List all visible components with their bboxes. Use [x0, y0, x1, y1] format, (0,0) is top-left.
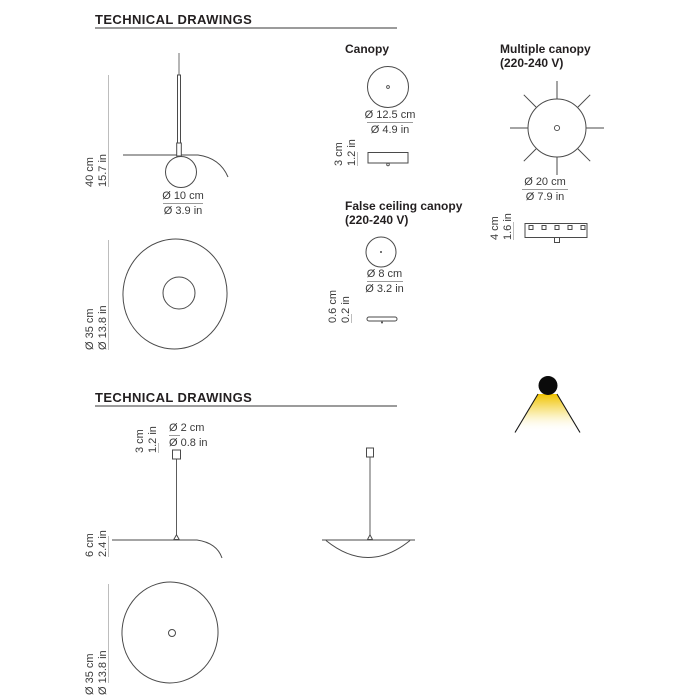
false-canopy-diameter-labels [357, 268, 412, 295]
s2-canopy-height-in-label: 1.2 in [147, 426, 159, 453]
multiple-canopy-title [500, 42, 591, 70]
multiple-canopy-height-in-label: 1.6 in [502, 213, 514, 240]
section1-title: TECHNICAL DRAWINGS [95, 12, 253, 27]
section2-rule [95, 405, 397, 407]
top-view2-diameter-in-label: Ø 13.8 in [97, 650, 109, 695]
flat-pendant-side-view-drawing [112, 450, 222, 558]
false-ceiling-canopy-title-line1: False ceiling canopy [345, 199, 463, 213]
canopy-diameter-separator [367, 122, 413, 123]
sphere-diameter-in-label: Ø 3.9 in [163, 205, 203, 217]
pendant-side-view-drawing [123, 53, 228, 188]
multiple-canopy-diameter-in-label: Ø 7.9 in [525, 191, 565, 203]
sphere-diameter-separator [163, 203, 203, 204]
top-view2-diameter-cm-label: Ø 35 cm [84, 653, 96, 695]
s2-canopy-height-cm-label: 3 cm [134, 429, 146, 453]
s2-canopy-diameter-in-label: Ø 0.8 in [169, 437, 208, 449]
canopy-height-cm-label: 3 cm [333, 142, 345, 166]
dish-pendant-side-view-drawing [322, 448, 415, 558]
multiple-canopy-diameter-cm-label: Ø 20 cm [524, 176, 566, 188]
s2-shade-height-in-label: 2.4 in [97, 530, 109, 557]
section1-rule [95, 27, 397, 29]
canopy-title: Canopy [345, 42, 390, 56]
shade-top-view-drawing [117, 233, 234, 355]
s2-shade-height-cm-label: 6 cm [84, 533, 96, 557]
false-canopy-height-cm-label: 0.6 cm [327, 289, 339, 323]
multiple-canopy-title-line1: Multiple canopy [500, 42, 591, 56]
canopy-height-in-label: 1.2 in [346, 139, 358, 166]
canopy-diameter-in-label: Ø 4.9 in [370, 124, 410, 136]
sphere-diameter-cm-label: Ø 10 cm [162, 190, 204, 202]
downlight-beam-icon [515, 376, 580, 433]
sphere-diameter-labels [160, 190, 206, 217]
top-view1-diameter-cm-label: Ø 35 cm [84, 308, 96, 350]
top-view1-diameter-in-label: Ø 13.8 in [97, 305, 109, 350]
false-canopy-height-in-label: 0.2 in [340, 296, 352, 323]
multiple-canopy-diameter-separator [522, 189, 568, 190]
pendant-height-in-label: 15.7 in [97, 153, 109, 187]
false-ceiling-canopy-title [345, 199, 462, 227]
s2-canopy-diameter-cm-label: Ø 2 cm [169, 422, 205, 434]
false-canopy-diameter-cm-label: Ø 8 cm [366, 268, 403, 280]
flat-shade-top-view-drawing [118, 578, 222, 687]
s2-canopy-diameter-separator [169, 435, 180, 436]
section2-title: TECHNICAL DRAWINGS [95, 390, 253, 405]
multiple-canopy-drawing [510, 81, 604, 243]
false-canopy-diameter-separator [367, 281, 403, 282]
multiple-canopy-voltage: (220-240 V) [500, 56, 564, 70]
multiple-canopy-height-cm-label: 4 cm [489, 216, 501, 240]
pendant-height-cm-label: 40 cm [84, 157, 96, 187]
false-ceiling-canopy-voltage: (220-240 V) [345, 213, 409, 227]
canopy-diameter-labels [362, 109, 418, 136]
canopy-diameter-cm-label: Ø 12.5 cm [364, 109, 416, 121]
false-canopy-diameter-in-label: Ø 3.2 in [365, 283, 404, 295]
multiple-canopy-diameter-labels [517, 176, 573, 203]
